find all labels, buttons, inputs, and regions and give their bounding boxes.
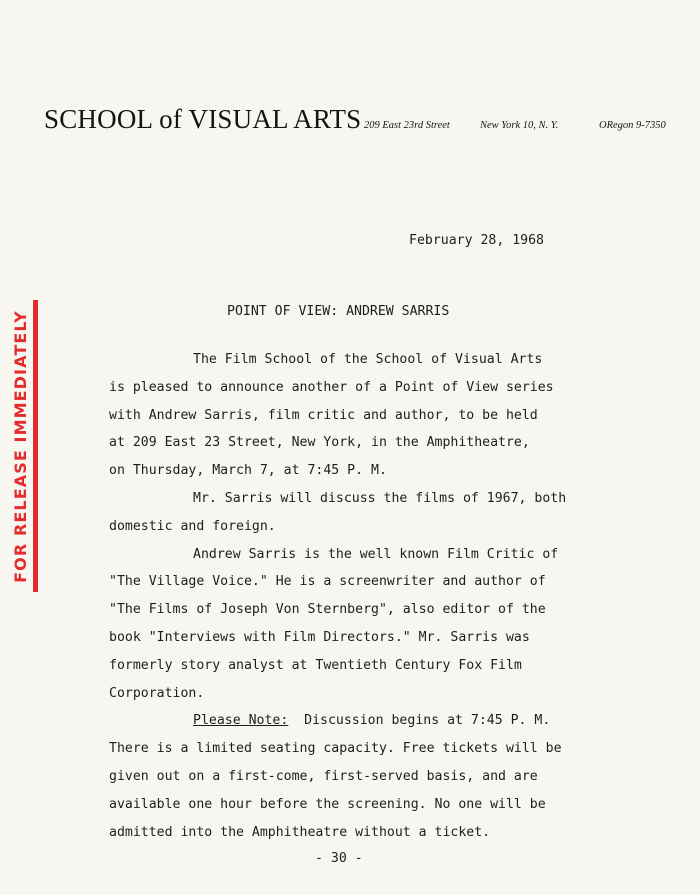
letterhead-city: New York 10, N. Y.	[480, 120, 559, 131]
paragraph	[109, 707, 609, 846]
text-line: book "Interviews with Film Directors." Mr. Sarris was	[109, 629, 530, 645]
note-label: Please Note:	[193, 713, 289, 729]
text-line: Andrew Sarris is the well known Film Critic of	[193, 546, 559, 562]
paragraph	[109, 346, 609, 485]
text-line: Mr. Sarris will discuss the films of 1967, both	[193, 490, 567, 506]
paragraph	[109, 485, 609, 541]
text-line: The Film School of the School of Visual Arts	[193, 352, 543, 367]
release-date: February 28, 1968	[409, 233, 544, 248]
release-bar	[33, 300, 38, 592]
text-line	[109, 707, 609, 735]
letterhead-phone: ORegon 9-7350	[599, 120, 666, 131]
page-number: - 30 -	[315, 851, 363, 866]
letterhead-address: 209 East 23rd Street	[364, 120, 450, 131]
headline: POINT OF VIEW: ANDREW SARRIS	[227, 304, 450, 319]
text-line: There is a limited seating capacity. Free tickets will be	[109, 741, 562, 757]
text-line: Corporation.	[109, 685, 205, 701]
text-line: on Thursday, March 7, at 7:45 P. M.	[109, 463, 387, 479]
text-line: "The Village Voice." He is a screenwriter and author of	[109, 574, 546, 590]
paragraph	[109, 541, 609, 708]
text-line: is pleased to announce another of a Point of View series	[109, 379, 554, 395]
body-text	[109, 346, 609, 846]
release-label-text: FOR RELEASE IMMEDIATELY	[10, 309, 30, 583]
letterhead	[44, 104, 666, 135]
text-line: domestic and foreign.	[109, 518, 276, 534]
school-name: SCHOOL of VISUAL ARTS	[44, 104, 362, 134]
text-line: available one hour before the screening. No one will be	[109, 796, 546, 812]
release-label	[10, 300, 30, 592]
text-line: with Andrew Sarris, film critic and author, to be held	[109, 407, 538, 423]
note-text: Discussion begins at 7:45 P. M.	[288, 713, 551, 729]
text-line: at 209 East 23 Street, New York, in the Amphitheatre,	[109, 435, 530, 451]
text-line: given out on a first-come, first-served basis, and are	[109, 768, 538, 784]
text-line: "The Films of Joseph Von Sternberg", also editor of the	[109, 602, 546, 618]
text-line: admitted into the Amphitheatre without a ticket.	[109, 824, 491, 840]
text-line: formerly story analyst at Twentieth Century Fox Film	[109, 657, 522, 673]
